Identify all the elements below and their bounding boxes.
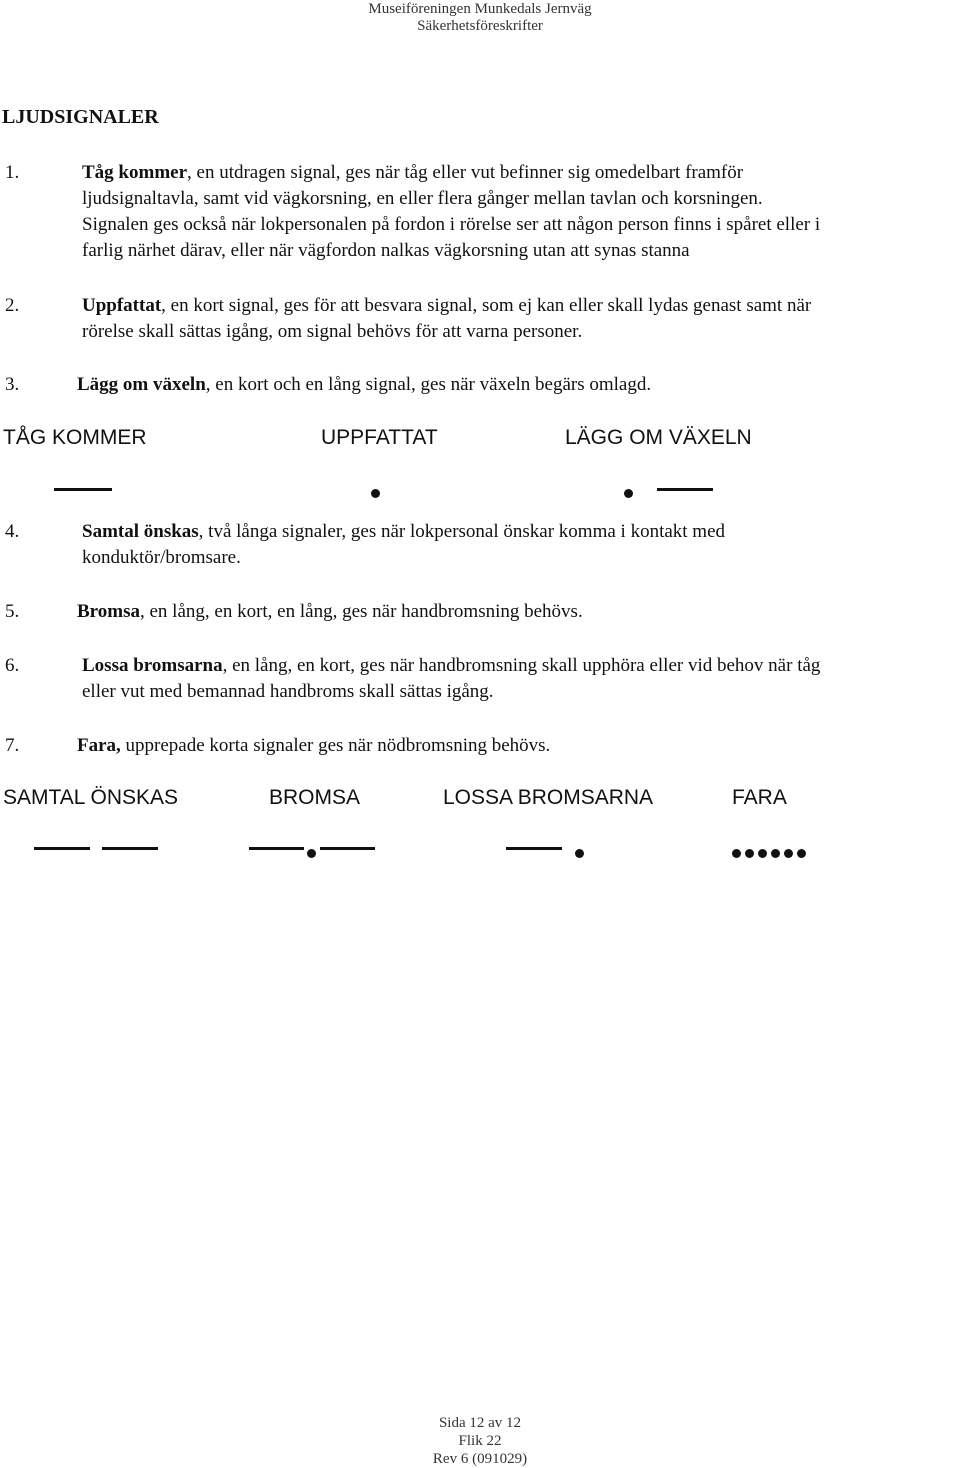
item-1-text (82, 160, 820, 264)
item-2-number: 2. (5, 295, 20, 316)
signal-lossa-short-dot (575, 849, 584, 858)
item-3-text (77, 372, 651, 398)
signal-uppfattat-short-dot (371, 489, 380, 498)
signal-label-lossa-bromsarna: LOSSA BROMSARNA (443, 786, 654, 809)
item-7-number: 7. (5, 735, 20, 756)
item-7-line-1: upprepade korta signaler ges när nödbromsning behövs. (120, 735, 551, 756)
signal-bromsa-short-dot (307, 849, 316, 858)
item-6-line-1: , en lång, en kort, ges när handbromsning skall upphöra eller vid behov när tåg (222, 655, 821, 676)
signal-fara-dot-3 (758, 849, 767, 858)
item-4-term: Samtal önskas (82, 521, 199, 542)
item-5-line-1: , en lång, en kort, en lång, ges när handbromsning behövs. (139, 601, 583, 622)
item-1-line-4: farlig närhet därav, eller när vägfordon nalkas vägkorsning utan att synas stanna (82, 240, 690, 261)
item-6-number: 6. (5, 655, 20, 676)
running-header-document: Säkerhetsföreskrifter (417, 18, 543, 34)
signal-fara-dot-4 (771, 849, 780, 858)
signal-lagg-om-long-dash (657, 488, 713, 491)
item-3-term: Lägg om växeln (77, 374, 206, 395)
item-5-term: Bromsa (77, 601, 140, 622)
item-1-line-2: ljudsignaltavla, samt vid vägkorsning, en eller flera gånger mellan tavlan och korsningen. (82, 188, 763, 209)
item-2-line-1: , en kort signal, ges för att besvara signal, som ej kan eller skall lydas genast samt när (161, 295, 812, 316)
footer-page-number: Sida 12 av 12 (438, 1415, 522, 1431)
signal-label-bromsa: BROMSA (269, 786, 361, 809)
item-6-term: Lossa bromsarna (82, 655, 223, 676)
item-1-line-3: Signalen ges också när lokpersonalen på fordon i rörelse ser att någon person finns i spåret eller i (82, 214, 821, 235)
signal-bromsa-long-dash-1 (249, 847, 304, 850)
footer-revision: Rev 6 (091029) (432, 1451, 528, 1467)
signal-label-lagg-om-vaxeln: LÄGG OM VÄXELN (565, 426, 752, 449)
item-1-number: 1. (5, 162, 20, 183)
signal-label-tag-kommer: TÅG KOMMER (3, 426, 147, 449)
item-1-line-1: , en utdragen signal, ges när tåg eller vut befinner sig omedelbart framför (187, 162, 744, 183)
signal-lossa-long-dash (506, 847, 562, 850)
item-4-line-1: , två långa signaler, ges när lokpersonal önskar komma i kontakt med (198, 521, 726, 542)
signal-label-fara: FARA (732, 786, 787, 809)
item-4-text (82, 519, 725, 571)
signal-lagg-om-short-dot (624, 489, 633, 498)
item-2-text (82, 293, 811, 345)
footer-tab: Flik 22 (458, 1433, 502, 1449)
signal-samtal-long-dash-2 (102, 847, 158, 850)
item-2-line-2: rörelse skall sättas igång, om signal behövs för att varna personer. (82, 321, 583, 342)
signal-samtal-long-dash-1 (34, 847, 90, 850)
running-header-organization: Museiföreningen Munkedals Jernväg (368, 1, 592, 17)
signal-bromsa-long-dash-2 (320, 847, 375, 850)
item-7-text (77, 733, 550, 759)
item-6-text (82, 653, 820, 705)
signal-tag-kommer-long-dash (54, 488, 112, 491)
item-5-text (77, 599, 583, 625)
item-1-term: Tåg kommer (82, 162, 188, 183)
item-3-line-1: , en kort och en lång signal, ges när växeln begärs omlagd. (205, 374, 652, 395)
signal-label-uppfattat: UPPFATTAT (321, 426, 438, 449)
item-4-line-2: konduktör/bromsare. (82, 547, 241, 568)
signal-label-samtal-onskas: SAMTAL ÖNSKAS (3, 786, 179, 809)
signal-fara-dot-1 (732, 849, 741, 858)
item-7-term: Fara, (77, 735, 121, 756)
item-4-number: 4. (5, 521, 20, 542)
signal-fara-dot-6 (797, 849, 806, 858)
item-3-number: 3. (5, 374, 20, 395)
item-6-line-2: eller vut med bemannad handbroms skall sättas igång. (82, 681, 494, 702)
item-2-term: Uppfattat (82, 295, 162, 316)
section-title: LJUDSIGNALER (2, 106, 159, 128)
signal-fara-dot-2 (745, 849, 754, 858)
item-5-number: 5. (5, 601, 20, 622)
signal-fara-dot-5 (784, 849, 793, 858)
